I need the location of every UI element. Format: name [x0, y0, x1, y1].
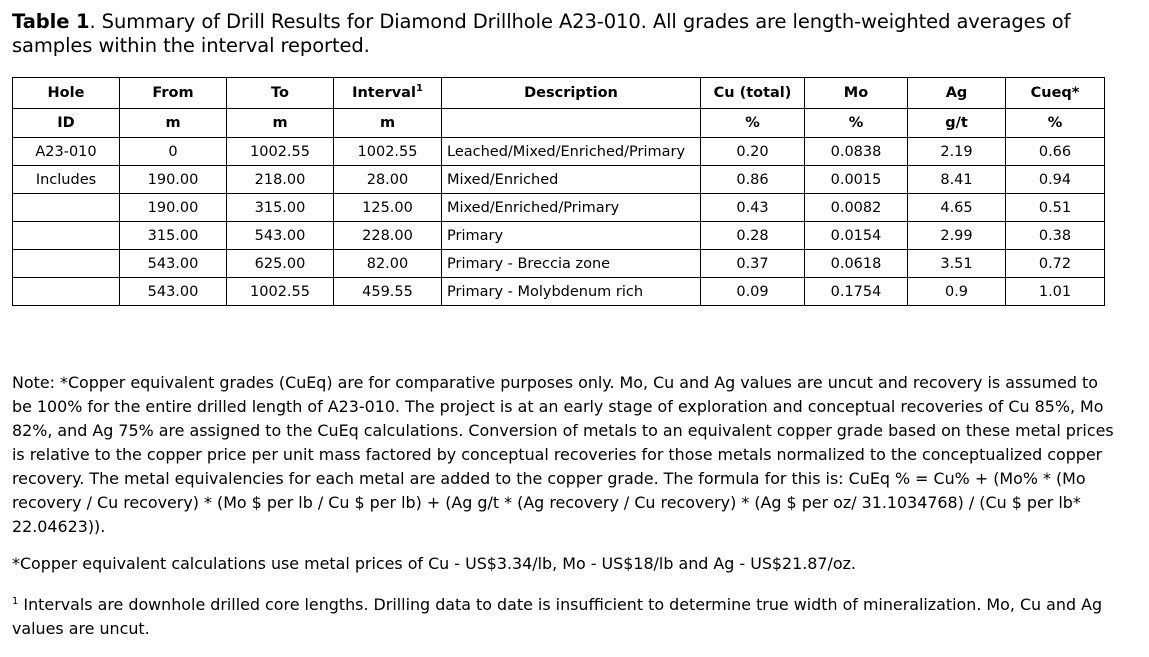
- cell-cueq: 0.51: [1006, 194, 1105, 222]
- header-cu-total: Cu (total): [701, 78, 805, 109]
- cell-interval: 82.00: [334, 250, 442, 278]
- cell-ag: 3.51: [908, 250, 1006, 278]
- header-row: [13, 78, 1105, 109]
- cell-description: Mixed/Enriched: [442, 166, 701, 194]
- cell-ag: 2.99: [908, 222, 1006, 250]
- cell-hole: Includes: [13, 166, 120, 194]
- cell-interval: 28.00: [334, 166, 442, 194]
- header-mo: Mo: [805, 78, 908, 109]
- cell-cu-total: 0.20: [701, 138, 805, 166]
- cell-description: Mixed/Enriched/Primary: [442, 194, 701, 222]
- footnote-text: Intervals are downhole drilled core lengths. Drilling data to date is insufficient to determine true width of mineralization. Mo, Cu and Ag values are uncut.: [12, 595, 1103, 638]
- header-interval-label: Interval: [352, 85, 416, 101]
- cell-mo: 0.0618: [805, 250, 908, 278]
- cell-interval: 459.55: [334, 278, 442, 306]
- cell-interval: 228.00: [334, 222, 442, 250]
- cell-mo: 0.0082: [805, 194, 908, 222]
- cell-cueq: 0.72: [1006, 250, 1105, 278]
- interval-footnote: [12, 593, 1122, 641]
- table-row: [13, 166, 1105, 194]
- cell-cueq: 1.01: [1006, 278, 1105, 306]
- header-ag: Ag: [908, 78, 1006, 109]
- cell-mo: 0.0015: [805, 166, 908, 194]
- header-from: From: [120, 78, 227, 109]
- cell-hole: [13, 194, 120, 222]
- cell-description: Primary: [442, 222, 701, 250]
- header-description: Description: [442, 78, 701, 109]
- header-cueq: Cueq*: [1006, 78, 1105, 109]
- cell-from: 315.00: [120, 222, 227, 250]
- cell-ag: 4.65: [908, 194, 1006, 222]
- unit-hole: ID: [13, 109, 120, 138]
- cell-hole: A23-010: [13, 138, 120, 166]
- table-row: [13, 278, 1105, 306]
- interval-footnote-mark: 1: [415, 83, 423, 94]
- cell-description: Primary - Breccia zone: [442, 250, 701, 278]
- unit-to: m: [227, 109, 334, 138]
- cell-cueq: 0.38: [1006, 222, 1105, 250]
- header-hole: Hole: [13, 78, 120, 109]
- cell-ag: 2.19: [908, 138, 1006, 166]
- cell-to: 625.00: [227, 250, 334, 278]
- cell-cu-total: 0.86: [701, 166, 805, 194]
- cell-interval: 125.00: [334, 194, 442, 222]
- unit-from: m: [120, 109, 227, 138]
- metal-prices-note: *Copper equivalent calculations use metal prices of Cu - US$3.34/lb, Mo - US$18/lb and Ag - US$21.87/oz.: [12, 554, 856, 573]
- cell-from: 543.00: [120, 250, 227, 278]
- cell-hole: [13, 222, 120, 250]
- cell-mo: 0.0838: [805, 138, 908, 166]
- cell-mo: 0.0154: [805, 222, 908, 250]
- header-interval: [334, 78, 442, 109]
- cell-to: 315.00: [227, 194, 334, 222]
- notes-section: [12, 371, 1122, 654]
- header-to: To: [227, 78, 334, 109]
- caption-text: . Summary of Drill Results for Diamond Drillhole A23-010. All grades are length-weighted averages of samples within the interval reported.: [12, 10, 1071, 57]
- unit-description: [442, 109, 701, 138]
- cell-from: 190.00: [120, 194, 227, 222]
- units-row: [13, 109, 1105, 138]
- cell-description: Primary - Molybdenum rich: [442, 278, 701, 306]
- caption-label: Table 1: [12, 10, 90, 33]
- cell-cueq: 0.66: [1006, 138, 1105, 166]
- unit-mo: %: [805, 109, 908, 138]
- cell-to: 543.00: [227, 222, 334, 250]
- cell-to: 1002.55: [227, 278, 334, 306]
- cell-ag: 0.9: [908, 278, 1006, 306]
- cell-from: 190.00: [120, 166, 227, 194]
- cell-cu-total: 0.43: [701, 194, 805, 222]
- cell-description: Leached/Mixed/Enriched/Primary: [442, 138, 701, 166]
- cell-to: 1002.55: [227, 138, 334, 166]
- cell-cu-total: 0.37: [701, 250, 805, 278]
- cell-to: 218.00: [227, 166, 334, 194]
- footnote-mark: 1: [12, 596, 19, 607]
- unit-ag: g/t: [908, 109, 1006, 138]
- cell-cu-total: 0.28: [701, 222, 805, 250]
- cell-hole: [13, 278, 120, 306]
- cell-mo: 0.1754: [805, 278, 908, 306]
- table-row: [13, 250, 1105, 278]
- table-caption: [12, 10, 1132, 58]
- cueq-note: Note: *Copper equivalent grades (CuEq) are for comparative purposes only. Mo, Cu and Ag values are uncut and recovery is assumed to be 100% for the entire drilled length of A23-010. The project is at an early stage of exploration and conceptual recoveries of Cu 85%, Mo 82%, and Ag 75% are assigned to the CuEq calculations. Conversion of metals to an equivalent copper grade based on these metal prices is relative to the copper price per unit mass factored by conceptual recoveries for those metals normalized to the conceptualized copper recovery. The metal equivalencies for each metal are added to the copper grade. The formula for this is: CuEq % = Cu% + (Mo% * (Mo recovery / Cu recovery) * (Mo $ per lb / Cu $ per lb) + (Ag g/t * (Ag recovery / Cu recovery) * (Ag $ per oz/ 31.1034768) / (Cu $ per lb* 22.04623)).: [12, 373, 1114, 536]
- cell-cueq: 0.94: [1006, 166, 1105, 194]
- cell-hole: [13, 250, 120, 278]
- drill-results-table: [12, 77, 1105, 306]
- table-row: [13, 222, 1105, 250]
- unit-cu-total: %: [701, 109, 805, 138]
- unit-cueq: %: [1006, 109, 1105, 138]
- cell-ag: 8.41: [908, 166, 1006, 194]
- table-row: [13, 194, 1105, 222]
- cell-from: 543.00: [120, 278, 227, 306]
- cell-cu-total: 0.09: [701, 278, 805, 306]
- table-row: [13, 138, 1105, 166]
- unit-interval: m: [334, 109, 442, 138]
- cell-from: 0: [120, 138, 227, 166]
- cell-interval: 1002.55: [334, 138, 442, 166]
